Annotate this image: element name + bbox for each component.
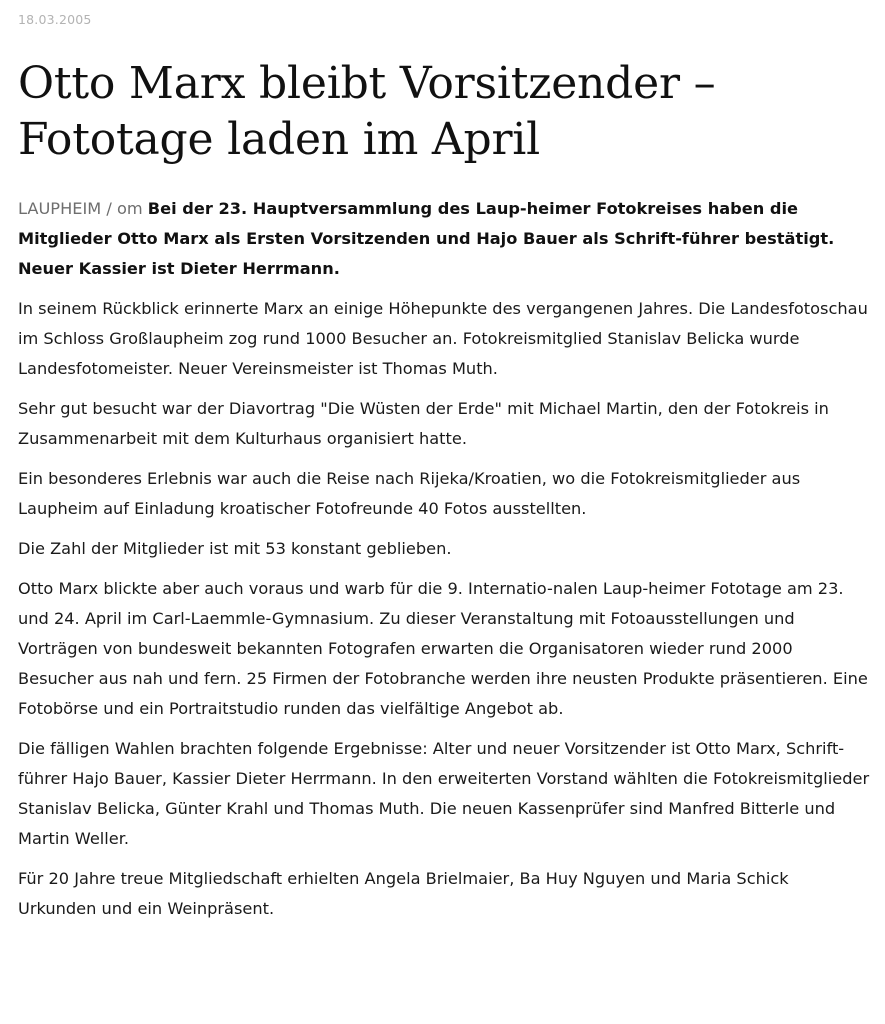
lead-text: Bei der 23. Hauptversammlung des Laup-heimer Fotokreises haben die Mitglieder Otto Marx als Ersten Vorsitzenden und Hajo Bauer als Schrift-führer bestätigt. Neuer Kassier ist Dieter Herrmann. <box>18 199 835 278</box>
paragraph-phototage: Otto Marx blickte aber auch voraus und warb für die 9. Internatio-nalen Laup-heimer Fototage am 23. und 24. April im Carl-Laemmle-Gymnasium. Zu dieser Veranstaltung mit Fotoausstellungen und Vorträgen von bundesweit bekannten Fotografen erwarten die Organisatoren wieder rund 2000 Besucher aus nah und fern. 25 Firmen der Fotobranche werden ihre neusten Produkte präsentieren. Eine Fotobörse und ein Portraitstudio runden das vielfältige Angebot ab. <box>18 579 868 718</box>
article <box>18 0 870 924</box>
paragraph-slide-show: Sehr gut besucht war der Diavortrag "Die Wüsten der Erde" mit Michael Martin, den der Fotokreis in Zusammenarbeit mit dem Kulturhaus organisiert hatte. <box>18 399 829 448</box>
paragraph-members: Die Zahl der Mitglieder ist mit 53 konstant geblieben. <box>18 539 452 558</box>
headline-line-2: Fototage laden im April <box>18 114 541 165</box>
paragraph-trip: Ein besonderes Erlebnis war auch die Reise nach Rijeka/Kroatien, wo die Fotokreismitglieder aus Laupheim auf Einladung kroatischer Fotofreunde 40 Fotos ausstellten. <box>18 469 801 518</box>
paragraph-review: In seinem Rückblick erinnerte Marx an einige Höhepunkte des vergangenen Jahres. Die Landesfotoschau im Schloss Großlaupheim zog rund 1000 Besucher an. Fotokreismitglied Stanislav Belicka wurde Landesfotomeister. Neuer Vereinsmeister ist Thomas Muth. <box>18 299 868 378</box>
dateline: LAUPHEIM / om <box>18 199 143 218</box>
headline-line-1: Otto Marx bleibt Vorsitzender – <box>18 58 716 109</box>
article-headline <box>18 56 870 168</box>
article-date: 18.03.2005 <box>18 12 92 27</box>
paragraph-elections: Die fälligen Wahlen brachten folgende Ergebnisse: Alter und neuer Vorsitzender ist Otto Marx, Schrift-führer Hajo Bauer, Kassier Dieter Herrmann. In den erweiterten Vorstand wählten die Fotokreismitglieder Stanislav Belicka, Günter Krahl und Thomas Muth. Die neuen Kassenprüfer sind Manfred Bitterle und Martin Weller. <box>18 739 870 848</box>
paragraph-honors: Für 20 Jahre treue Mitgliedschaft erhielten Angela Brielmaier, Ba Huy Nguyen und Maria Schick Urkunden und ein Weinpräsent. <box>18 869 789 918</box>
article-lead <box>18 194 870 284</box>
